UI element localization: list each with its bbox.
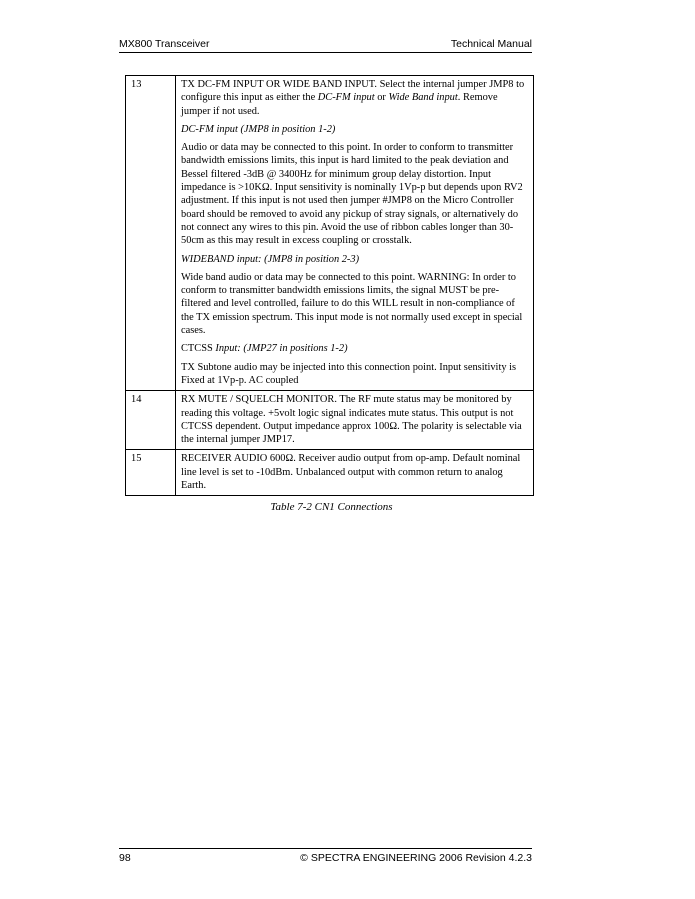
description-paragraph (181, 393, 529, 446)
page-number: 98 (119, 852, 131, 864)
pin-number: 14 (126, 391, 176, 450)
description-paragraph (181, 271, 529, 337)
connections-table (125, 75, 534, 496)
text-run: TX Subtone audio may be injected into this connection point. Input sensitivity is Fixed at 1Vp-p. AC coupled (181, 361, 517, 386)
italic-text: WIDEBAND input: (JMP8 in position 2-3) (181, 253, 360, 265)
header-manual-type: Technical Manual (450, 38, 532, 50)
text-run: or (374, 92, 389, 104)
text-run: TX DC-FM INPUT OR WIDE BAND INPUT. Select the internal jumper JMP8 to configure this input as either the (181, 79, 525, 104)
pin-number: 13 (126, 76, 176, 391)
description-paragraph (181, 342, 529, 355)
header-divider (119, 52, 532, 53)
italic-text: DC-FM input (JMP8 in position 1-2) (181, 123, 336, 135)
italic-text: Input: (JMP27 in positions 1-2) (215, 343, 348, 355)
description-paragraph (181, 78, 529, 118)
text-run: RX MUTE / SQUELCH MONITOR. The RF mute status may be monitored by reading this voltage. +5volt logic signal indicates mute status. This output is not CTCSS dependent. Output impedance approx 100Ω. The polarity is selectable via the internal jumper JMP17. (181, 394, 522, 446)
italic-text: DC-FM input (317, 92, 375, 104)
description-paragraph (181, 123, 529, 136)
text-run: CTCSS (181, 343, 216, 355)
text-run: Audio or data may be connected to this point. In order to conform to transmitter bandwidth emissions limits, this input is hard limited to the peak deviation and Bessel filtered -3dB @ 3400Hz for minimum group delay distortion. Input impedance is >10KΩ. Input sensitivity is nominally 1Vp-p but depends upon RV2 adjustment. If this input is not used then jumper #JMP8 on the Micro Controller board should be removed to avoid any pickup of stray signals, or alternatively do not connect any wires to this pin. Avoid the use of ribbon cables longer than 30-50cm as this may result in excess coupling or crosstalk. (181, 142, 523, 247)
table-row (126, 76, 534, 391)
copyright-notice: © SPECTRA ENGINEERING 2006 Revision 4.2.3 (300, 852, 532, 864)
text-run: RECEIVER AUDIO 600Ω. Receiver audio output from op-amp. Default nominal line level is set to -10dBm. Unbalanced output with common return to analog Earth. (181, 453, 521, 492)
description-paragraph (181, 452, 529, 492)
footer-divider (119, 848, 532, 849)
pin-description (176, 450, 534, 496)
text-run: Wide band audio or data may be connected to this point. WARNING: In order to conform to transmitter bandwidth emissions limits, the signal MUST be pre-filtered and level controlled, failure to do this WILL result in non-compliance of the TX emission spectrum. This input mode is not normally used except in special cases. (181, 271, 523, 337)
table-caption: Table 7-2 CN1 Connections (270, 501, 393, 513)
description-paragraph (181, 253, 529, 266)
pin-description (176, 391, 534, 450)
table-row (126, 391, 534, 450)
description-paragraph (181, 361, 529, 388)
header-title: MX800 Transceiver (119, 38, 210, 50)
pin-number: 15 (126, 450, 176, 496)
pin-description (176, 76, 534, 391)
description-paragraph (181, 141, 529, 247)
italic-text: Wide Band input (388, 92, 458, 104)
table-row (126, 450, 534, 496)
text-run: . Remove jumper if not used. (181, 92, 498, 117)
